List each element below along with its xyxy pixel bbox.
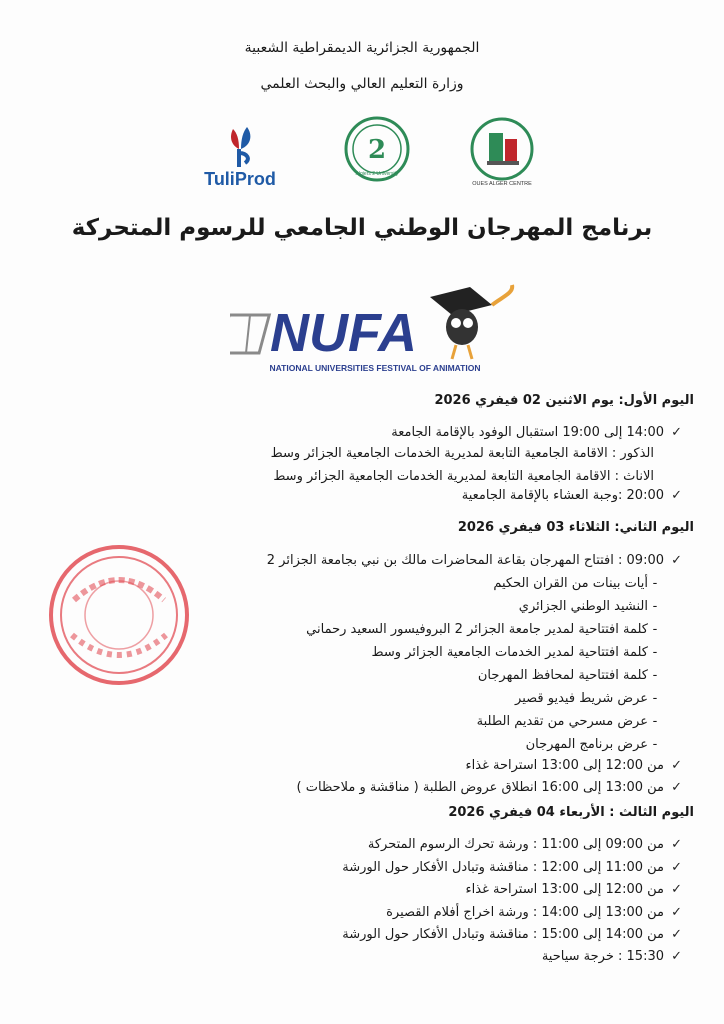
republic-header: الجمهورية الجزائرية الديمقراطية الشعبية — [244, 40, 480, 56]
day3-item-6-text: 15:30 : خرجة سياحية — [541, 949, 664, 964]
day2-heading: اليوم الثاني: الثلاثاء 03 فيفري 2026 — [457, 520, 694, 535]
day2-sub-7: -عرض مسرحي من تقديم الطلبة — [476, 714, 658, 729]
algiers2-logo — [343, 115, 411, 183]
day2-item-3 — [297, 780, 682, 795]
day1-item-2: الذكور : الاقامة الجامعية التابعة لمديرية الخدمات الجامعية الجزائر وسط — [270, 446, 654, 461]
program-title: برنامج المهرجان الوطني الجامعي للرسوم المتحركة — [71, 215, 653, 241]
day2-sub-8-text: عرض برنامج المهرجان — [525, 737, 648, 752]
oues-logo-text: OUES ALGER CENTRE — [472, 181, 532, 187]
checkmark-icon: ✓ — [671, 905, 682, 920]
day3-item-6 — [542, 949, 682, 964]
day2-sub-3-text: كلمة افتتاحية لمدير جامعة الجزائر 2 البروفيسور السعيد رحماني — [306, 622, 648, 637]
checkmark-icon: ✓ — [671, 949, 682, 964]
day3-item-1 — [368, 837, 682, 852]
day3-item-5 — [342, 927, 682, 942]
day3-item-4 — [386, 905, 682, 920]
day2-sub-1: -أيات بينات من القران الحكيم — [493, 576, 658, 591]
day3-heading: اليوم الثالث : الأربعاء 04 فيفري 2026 — [448, 805, 694, 820]
day1-item-1 — [391, 425, 682, 440]
svg-text:2: 2 — [367, 135, 387, 165]
tuliprod-logo-text: TuliProd — [204, 169, 276, 189]
day3-item-4-text: من 13:00 إلى 14:00 : ورشة اخراج أفلام القصيرة — [386, 905, 664, 920]
checkmark-icon: ✓ — [671, 758, 682, 773]
oues-logo — [465, 115, 539, 189]
day3-item-5-text: من 14:00 إلى 15:00 : مناقشة وتبادل الأفكار حول الورشة — [342, 927, 664, 942]
checkmark-icon: ✓ — [671, 488, 682, 503]
day3-item-1-text: من 09:00 إلى 11:00 : ورشة تحرك الرسوم المتحركة — [367, 837, 664, 852]
day3-item-3 — [466, 882, 682, 897]
day2-sub-5-text: كلمة افتتاحية لمحافظ المهرجان — [477, 668, 648, 683]
mascot-icon — [430, 285, 512, 359]
day2-sub-2-text: النشيد الوطني الجزائري — [518, 599, 648, 614]
day1-item-4-text: 20:00 :وجبة العشاء بالإقامة الجامعية — [461, 488, 664, 503]
day1-heading: اليوم الأول: يوم الاثنين 02 فيفري 2026 — [434, 393, 694, 408]
day2-sub-4: -كلمة افتتاحية لمدير الخدمات الجامعية الجزائر وسط — [371, 645, 658, 660]
algiers2-logo-text: Algiers 2 University — [355, 171, 399, 177]
nufa-full-name: NATIONAL UNIVERSITIES FESTIVAL OF ANIMATION — [269, 363, 481, 373]
logos-row — [195, 115, 555, 195]
day2-item-3-text: من 13:00 إلى 16:00 انطلاق عروض الطلبة ( مناقشة و ملاحظات ) — [296, 780, 664, 795]
day2-item-2 — [466, 758, 682, 773]
day2-item-1-text: 09:00 : افتتاح المهرجان بقاعة المحاضرات مالك بن نبي بجامعة الجزائر 2 — [266, 553, 664, 568]
checkmark-icon: ✓ — [671, 927, 682, 942]
checkmark-icon: ✓ — [671, 553, 682, 568]
day2-sub-8: -عرض برنامج المهرجان — [525, 737, 658, 752]
day2-sub-4-text: كلمة افتتاحية لمدير الخدمات الجامعية الجزائر وسط — [371, 645, 648, 660]
day2-sub-7-text: عرض مسرحي من تقديم الطلبة — [476, 714, 648, 729]
checkmark-icon: ✓ — [671, 780, 682, 795]
film-strip-icon — [230, 315, 269, 353]
nufa-festival-logo — [230, 275, 520, 375]
day1-item-1-text: 14:00 إلى 19:00 استقبال الوفود بالإقامة الجامعة — [391, 425, 664, 440]
day2-sub-1-text: أيات بينات من القران الحكيم — [493, 576, 648, 591]
day2-item-2-text: من 12:00 إلى 13:00 استراحة غذاء — [465, 758, 664, 773]
day3-item-2-text: من 11:00 إلى 12:00 : مناقشة وتبادل الأفكار حول الورشة — [342, 860, 664, 875]
day2-sub-6-text: عرض شريط فيديو قصير — [515, 691, 648, 706]
nufa-acronym: NUFA — [270, 303, 417, 363]
ministry-header: وزارة التعليم العالي والبحث العلمي — [260, 76, 464, 92]
day2-item-1 — [267, 553, 682, 568]
day2-sub-5: -كلمة افتتاحية لمحافظ المهرجان — [477, 668, 658, 683]
day1-item-3: الاناث : الاقامة الجامعية التابعة لمديرية الخدمات الجامعية الجزائر وسط — [273, 469, 654, 484]
day2-sub-3: -كلمة افتتاحية لمدير جامعة الجزائر 2 البروفيسور السعيد رحماني — [306, 622, 658, 637]
checkmark-icon: ✓ — [671, 860, 682, 875]
checkmark-icon: ✓ — [671, 425, 682, 440]
day3-item-2 — [342, 860, 682, 875]
official-stamp — [44, 540, 194, 690]
day1-item-4 — [462, 488, 682, 503]
tuliprod-logo — [195, 123, 285, 193]
checkmark-icon: ✓ — [671, 882, 682, 897]
day3-item-3-text: من 12:00 إلى 13:00 استراحة غذاء — [465, 882, 664, 897]
day2-sub-2: -النشيد الوطني الجزائري — [518, 599, 658, 614]
checkmark-icon: ✓ — [671, 837, 682, 852]
day2-sub-6: -عرض شريط فيديو قصير — [515, 691, 658, 706]
